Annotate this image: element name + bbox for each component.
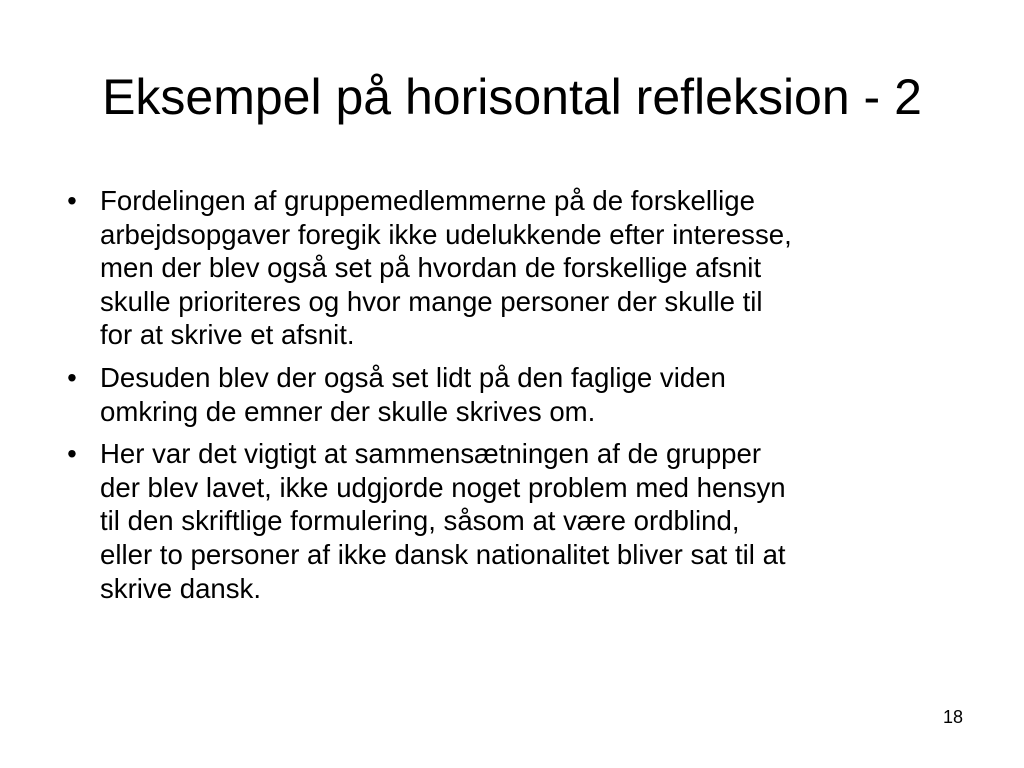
- slide-number: 18: [942, 707, 963, 727]
- bullet-line: der blev lavet, ikke udgjorde noget problem med hensyn: [100, 471, 786, 503]
- bullet-marker: •: [67, 361, 77, 393]
- bullet-line: arbejdsopgaver foregik ikke udelukkende efter interesse,: [100, 218, 792, 250]
- bullet-line: omkring de emner der skulle skrives om.: [100, 395, 596, 427]
- bullet-list: [58, 184, 978, 614]
- bullet-marker: •: [67, 185, 77, 216]
- bullet-line: Her var det vigtigt at sammensætningen af de grupper: [100, 438, 762, 470]
- bullet-line: skrive dansk.: [100, 572, 262, 604]
- bullet-line: eller to personer af ikke dansk nationalitet bliver sat til at: [100, 538, 786, 570]
- bullet-line: Desuden blev der også set lidt på den faglige viden: [100, 361, 726, 393]
- bullet-item-3: [58, 437, 978, 605]
- bullet-line: skulle prioriteres og hvor mange personer der skulle til: [100, 285, 763, 317]
- slide-title: Eksempel på horisontal refleksion - 2: [102, 69, 922, 125]
- bullet-item-1: [58, 184, 978, 352]
- bullet-line: Fordelingen af gruppemedlemmerne på de forskellige: [100, 185, 755, 216]
- bullet-line: for at skrive et afsnit.: [100, 319, 355, 351]
- bullet-line: men der blev også set på hvordan de forskellige afsnit: [100, 252, 762, 284]
- bullet-item-2: [58, 361, 978, 428]
- bullet-line: til den skriftlige formulering, såsom at være ordblind,: [100, 505, 740, 537]
- bullet-marker: •: [67, 438, 77, 470]
